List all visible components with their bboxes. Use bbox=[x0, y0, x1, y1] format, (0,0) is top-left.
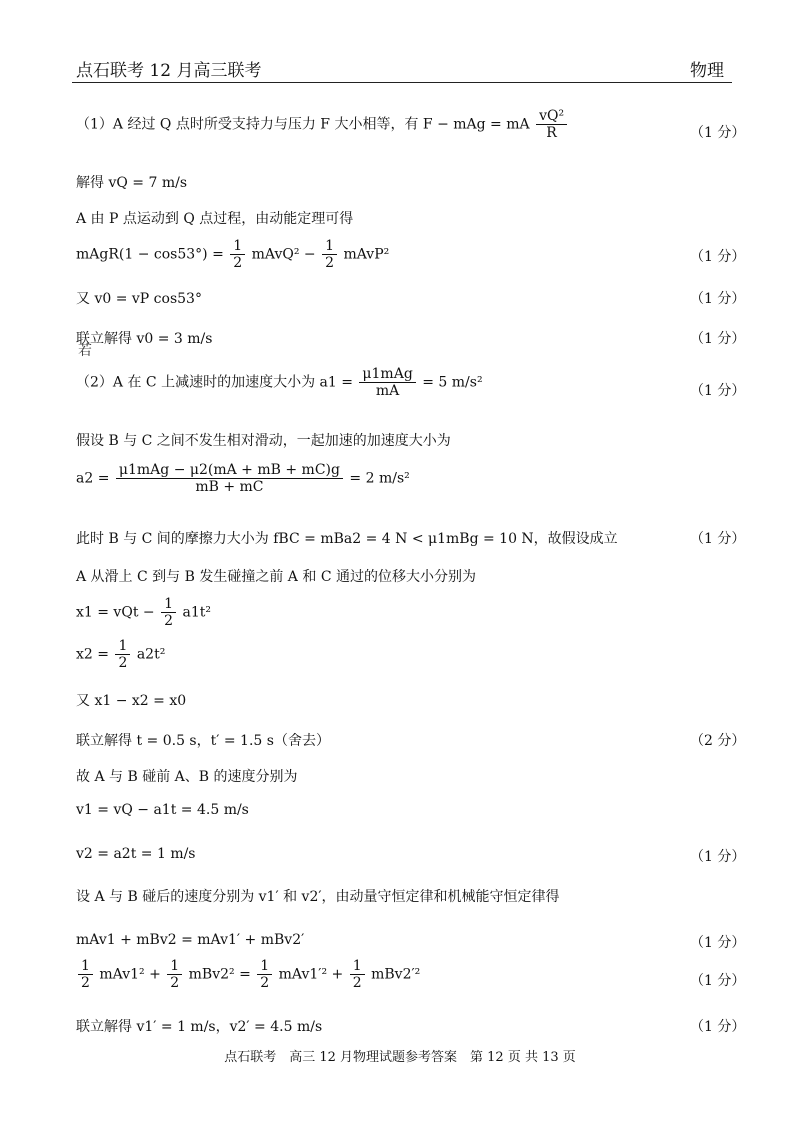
line-20: mAv1 + mBv2 = mAv1′ + mBv2′ bbox=[76, 932, 305, 948]
line-5: 又 v0 = vP cos53° bbox=[76, 291, 202, 307]
line-14: 又 x1 − x2 = x0 bbox=[76, 693, 187, 709]
line-4: mAgR(1 − cos53°) = $\frac{1}{2}$ mAvQ² − $\frac{1}{2}$ mAvP² bbox=[76, 238, 390, 272]
score-4: （1 分） bbox=[690, 249, 746, 265]
line-10: 此时 B 与 C 间的摩擦力大小为 fBC = mBa2 = 4 N < μ1mBg = 10 N，故假设成立 bbox=[76, 531, 618, 547]
fraction: $\frac{\text{vQ²}}{R}$ bbox=[536, 108, 567, 141]
score-6: （1 分） bbox=[690, 331, 746, 347]
header-subject: 物理 bbox=[690, 61, 724, 81]
line-2: 解得 vQ = 7 m/s bbox=[76, 175, 188, 191]
stray-mark: 若 bbox=[78, 343, 92, 359]
line-7: （2）A 在 C 上减速时的加速度大小为 a1 = $\frac{\text{μ1mAg}}{mA}$ = 5 m/s² bbox=[76, 366, 483, 400]
line-3: A 由 P 点运动到 Q 点过程，由动能定理可得 bbox=[76, 211, 354, 227]
line-22: 联立解得 v1′ = 1 m/s，v2′ = 4.5 m/s bbox=[76, 1019, 323, 1035]
line-11: A 从滑上 C 到与 B 发生碰撞之前 A 和 C 通过的位移大小分别为 bbox=[76, 569, 476, 585]
header-divider bbox=[72, 82, 732, 83]
line-18: v2 = a2t = 1 m/s bbox=[76, 846, 196, 862]
line-15: 联立解得 t = 0.5 s，t′ = 1.5 s（舍去） bbox=[76, 733, 330, 749]
line-12: x1 = vQt − $\frac{1}{2}$ a1t² bbox=[76, 596, 211, 630]
score-22: （1 分） bbox=[690, 1019, 746, 1035]
line-16: 故 A 与 B 碰前 A、B 的速度分别为 bbox=[76, 769, 298, 785]
page-footer: 点石联考 高三 12 月物理试题参考答案 第 12 页 共 13 页 bbox=[224, 1050, 576, 1065]
line-13: x2 = $\frac{1}{2}$ a2t² bbox=[76, 638, 166, 672]
line-17: v1 = vQ − a1t = 4.5 m/s bbox=[76, 802, 249, 818]
score-5: （1 分） bbox=[690, 291, 746, 307]
line-1: （1）A 经过 Q 点时所受支持力与压力 F 大小相等，有 F − mAg = mA $\frac{\text{vQ²}}{R}$ bbox=[76, 108, 569, 141]
score-1: （1 分） bbox=[690, 125, 746, 141]
line-9: a2 = $\frac{\text{μ1mAg − μ2(mA + mB + mC)g}}{mB + mC}$ = 2 m/s² bbox=[76, 462, 410, 496]
score-21: （1 分） bbox=[690, 973, 746, 989]
score-18: （1 分） bbox=[690, 849, 746, 865]
line-6: 联立解得 v0 = 3 m/s bbox=[76, 331, 213, 347]
score-20: （1 分） bbox=[690, 935, 746, 951]
line-8: 假设 B 与 C 之间不发生相对滑动，一起加速的加速度大小为 bbox=[76, 433, 451, 449]
line-19: 设 A 与 B 碰后的速度分别为 v1′ 和 v2′，由动量守恒定律和机械能守恒定律得 bbox=[76, 889, 560, 905]
line-21: $\frac{1}{2}$ mAv1² + $\frac{1}{2}$ mBv2² = $\frac{1}{2}$ mAv1′² + $\frac{1}{2}$ mBv2′² bbox=[76, 958, 420, 991]
score-7: （1 分） bbox=[690, 383, 746, 399]
score-15: （2 分） bbox=[690, 733, 746, 749]
header-title: 点石联考 12 月高三联考 bbox=[76, 61, 262, 81]
score-10: （1 分） bbox=[690, 531, 746, 547]
